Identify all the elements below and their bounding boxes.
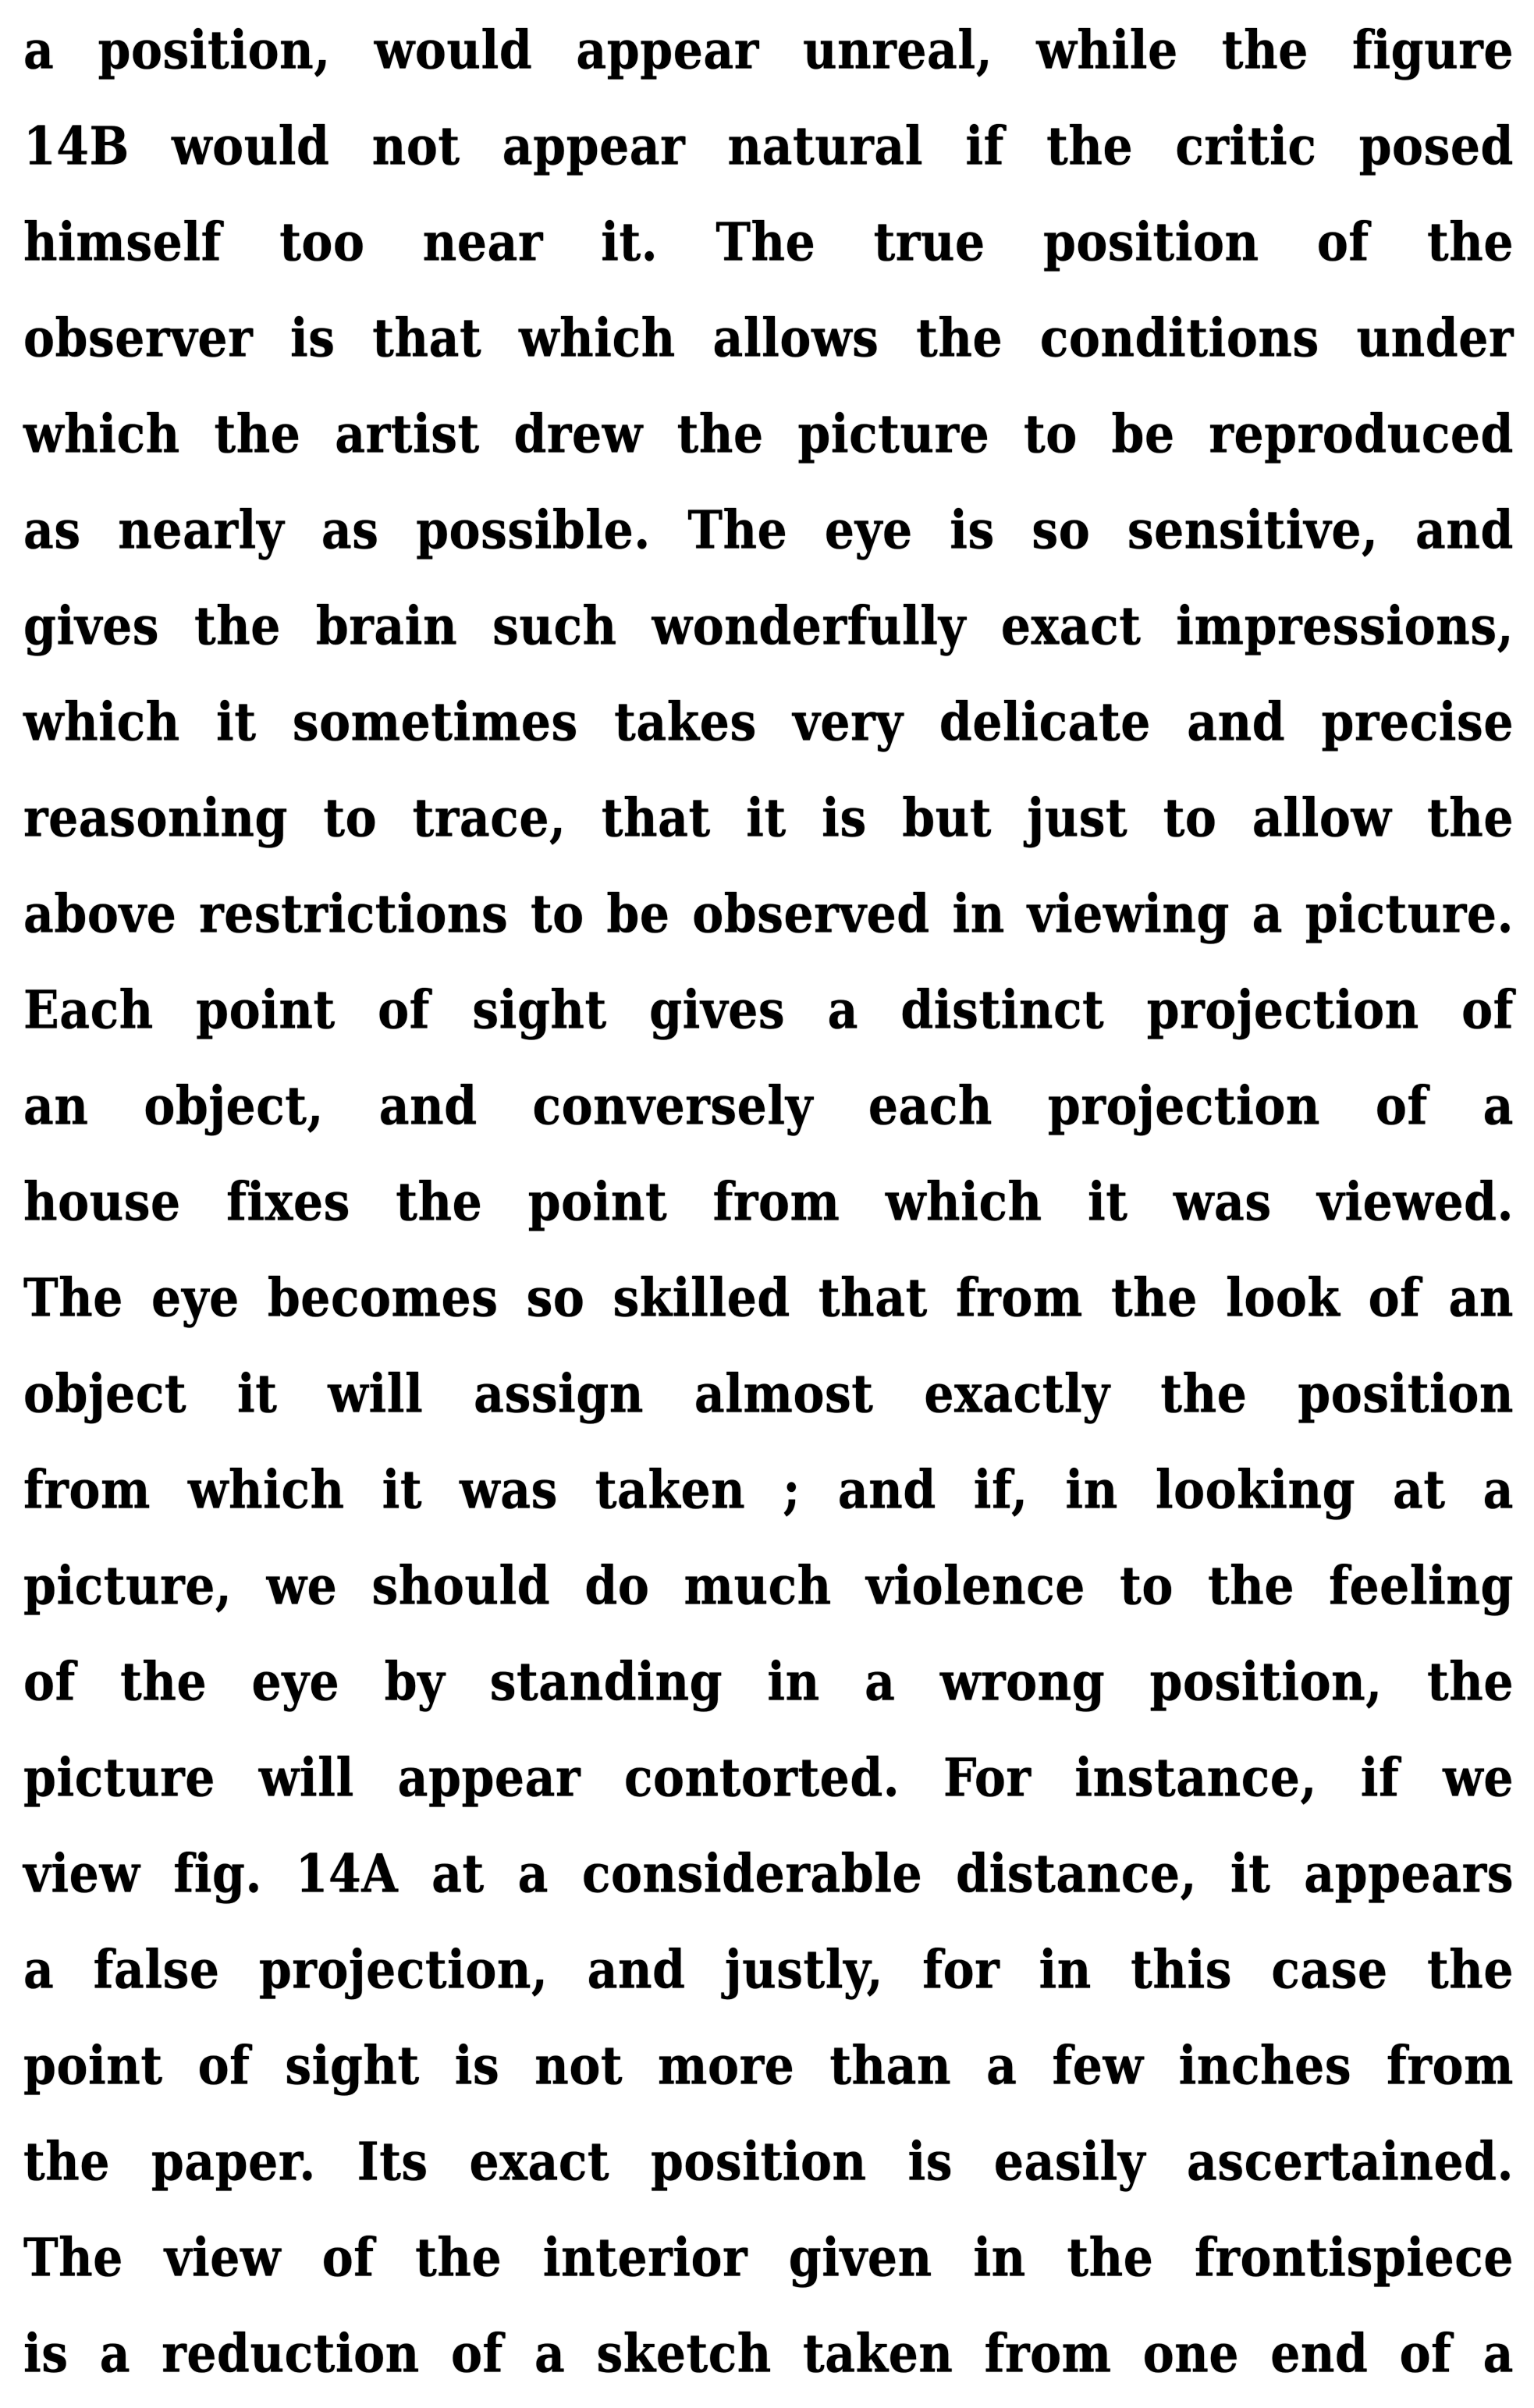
text-line: object it will assign almost exactly the position xyxy=(23,1363,1514,1426)
text-line: a false projection, and justly, for in this case the xyxy=(23,1939,1514,2001)
text-line: observer is that which allows the conditions under xyxy=(23,307,1514,370)
text-line: Each point of sight gives a distinct projection of xyxy=(23,979,1514,1042)
text-line: is a reduction of a sketch taken from one end of a xyxy=(23,2323,1514,2385)
text-line: point of sight is not more than a few inches from xyxy=(23,2035,1514,2097)
text-line: which it sometimes takes very delicate and precise xyxy=(23,691,1514,754)
text-line: as nearly as possible. The eye is so sensitive, and xyxy=(23,499,1514,562)
text-line: above restrictions to be observed in viewing a picture. xyxy=(23,883,1514,946)
text-line: which the artist drew the picture to be reproduced xyxy=(23,403,1514,466)
text-line: a position, would appear unreal, while the figure xyxy=(23,20,1514,82)
text-line: the paper. Its exact position is easily ascertained. xyxy=(23,2131,1514,2193)
text-line: an object, and conversely each projection of a xyxy=(23,1075,1514,1138)
text-line: from which it was taken ; and if, in looking at a xyxy=(23,1459,1514,1522)
text-line: picture will appear contorted. For instance, if we xyxy=(23,1747,1514,1810)
text-line: 14B would not appear natural if the critic posed xyxy=(23,115,1514,178)
text-line: himself too near it. The true position of the xyxy=(23,211,1514,274)
text-line: The eye becomes so skilled that from the look of an xyxy=(23,1267,1514,1330)
text-line: house fixes the point from which it was viewed. xyxy=(23,1171,1514,1234)
text-line: of the eye by standing in a wrong position, the xyxy=(23,1651,1514,1714)
text-line: picture, we should do much violence to the feeling xyxy=(23,1555,1514,1618)
text-line: gives the brain such wonderfully exact impressions, xyxy=(23,595,1514,658)
text-line: view fig. 14A at a considerable distance, it appears xyxy=(23,1843,1514,1905)
text-line: reasoning to trace, that it is but just to allow the xyxy=(23,787,1514,850)
text-line: The view of the interior given in the frontispiece xyxy=(23,2227,1514,2289)
